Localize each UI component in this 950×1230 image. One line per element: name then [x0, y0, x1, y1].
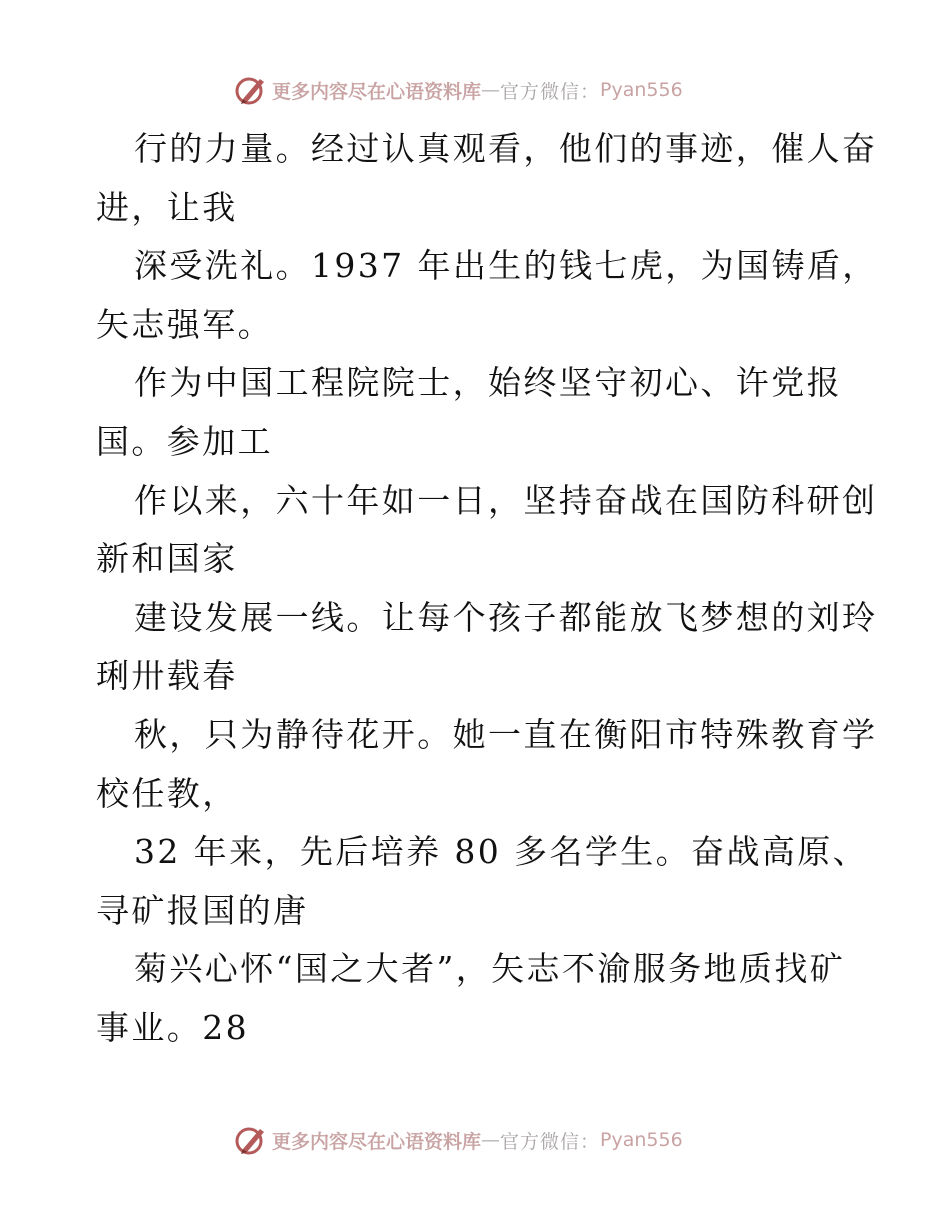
body-line: 作以来，六十年如一日，坚持奋战在国防科研创	[134, 480, 878, 520]
body-line: 进，让我	[96, 187, 238, 227]
body-line: 寻矿报国的唐	[96, 890, 309, 930]
watermark-official-label: 官方微信：	[500, 1130, 601, 1153]
watermark-text: 更多内容尽在心语资料库	[272, 1130, 482, 1153]
body-line: 事业。28	[96, 1007, 249, 1047]
watermark-text: 更多内容尽在心语资料库	[272, 80, 482, 103]
body-line: 琍卅载春	[96, 656, 238, 696]
body-line: 矢志强军。	[96, 304, 273, 344]
watermark-dash: —	[481, 79, 501, 101]
body-line: 新和国家	[96, 539, 238, 579]
watermark-wechat-id: Pyan556	[600, 79, 683, 101]
watermark-dash: —	[481, 1129, 501, 1151]
body-line: 行的力量。经过认真观看，他们的事迹，催人奋	[134, 129, 878, 168]
watermark-wechat-id: Pyan556	[600, 1129, 683, 1151]
body-line: 菊兴心怀“国之大者”，矢志不渝服务地质找矿	[134, 949, 846, 989]
body-line: 建设发展一线。让每个孩子都能放飞梦想的刘玲	[134, 597, 878, 637]
body-line: 深受洗礼。1937 年出生的钱七虎，为国铸盾，	[134, 246, 878, 286]
body-line: 国。参加工	[96, 421, 273, 461]
body-line: 作为中国工程院院士，始终坚守初心、许党报	[134, 363, 842, 403]
header-watermark	[234, 72, 683, 108]
document-body	[96, 120, 876, 1058]
body-line: 秋，只为静待花开。她一直在衡阳市特殊教育学	[134, 714, 878, 754]
pen-logo-icon	[234, 73, 268, 107]
watermark-official-label: 官方微信：	[500, 80, 601, 103]
body-line: 校任教，	[96, 773, 238, 813]
footer-watermark	[234, 1122, 683, 1158]
pen-logo-icon	[234, 1123, 268, 1157]
body-line: 32 年来，先后培养 80 多名学生。奋战高原、	[134, 832, 869, 872]
